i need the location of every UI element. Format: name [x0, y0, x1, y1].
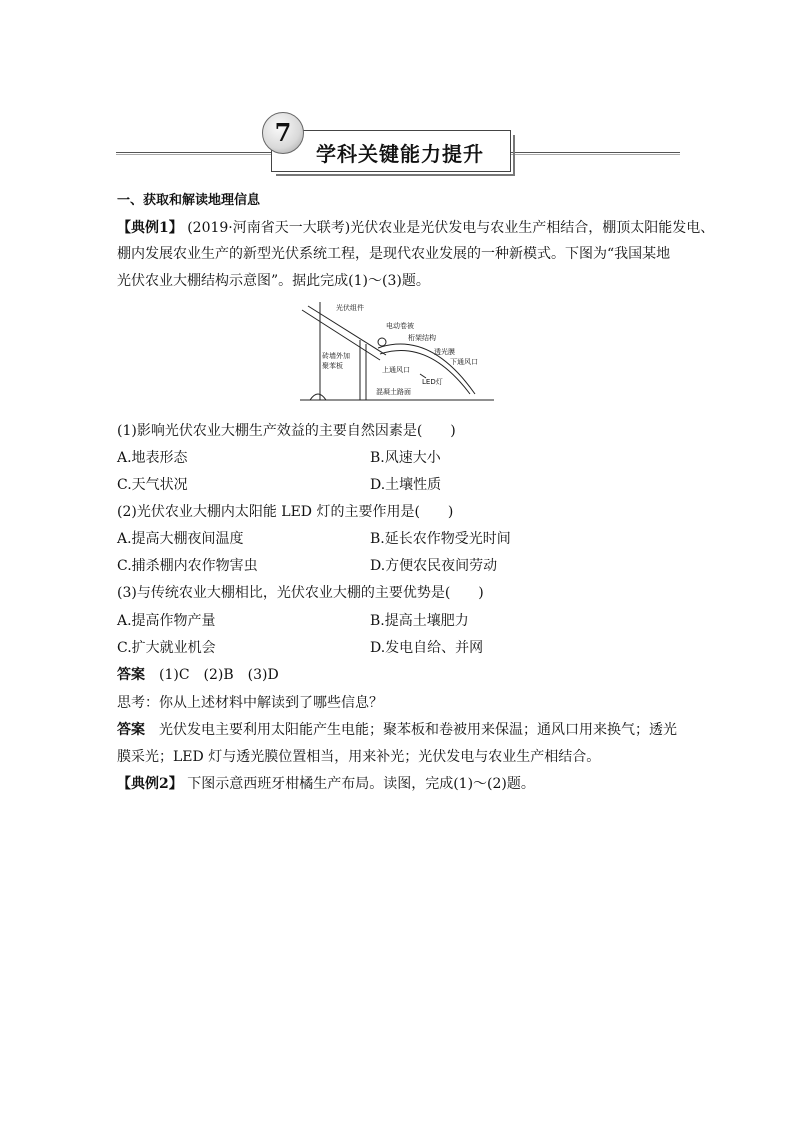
answer1-label: 答案	[117, 667, 145, 683]
q1-row2	[117, 476, 679, 494]
label-upper-vent: 上通风口	[382, 366, 410, 374]
q2-option-a: A.提高大棚夜间温度	[117, 531, 244, 547]
foundation-arc	[310, 394, 326, 400]
q3-row1	[117, 612, 679, 630]
q2-option-b: B.延长农作物受光时间	[370, 531, 511, 547]
q1-row1	[117, 449, 679, 467]
label-truss: 桁架结构	[408, 334, 436, 342]
example2-text: 下图示意西班牙柑橘生产布局。读图，完成(1)～(2)题。	[187, 776, 535, 792]
q1-option-d: D.土壤性质	[370, 477, 442, 493]
header-title-box	[271, 130, 511, 172]
motor-roll	[378, 338, 386, 346]
label-wall: 砖墙外加	[322, 352, 350, 360]
q3-option-b: B.提高土壤肥力	[370, 613, 469, 629]
answer1	[117, 666, 679, 684]
answer2-line2: 膜采光；LED 灯与透光膜位置相当，用来补光；光伏发电与农业生产相结合。	[117, 749, 601, 765]
q2-option-c: C.捕杀棚内农作物害虫	[117, 558, 258, 574]
answer2-line1	[117, 721, 679, 739]
example2-line	[117, 775, 679, 793]
example1-line1	[117, 219, 715, 237]
label-led: LED灯	[422, 378, 443, 386]
q3-stem: (3)与传统农业大棚相比，光伏农业大棚的主要优势是( )	[117, 585, 484, 601]
label-concrete: 混凝土路面	[376, 388, 411, 396]
q2-row2	[117, 557, 679, 575]
q1-option-a: A.地表形态	[117, 450, 188, 466]
answer2-label: 答案	[117, 722, 145, 738]
section-header	[116, 112, 680, 182]
q3-option-a: A.提高作物产量	[117, 613, 216, 629]
q3-option-c: C.扩大就业机会	[117, 640, 216, 656]
q1-stem: (1)影响光伏农业大棚生产效益的主要自然因素是( )	[117, 423, 456, 439]
label-lower-vent: 下通风口	[450, 358, 478, 366]
q1-option-b: B.风速大小	[370, 450, 441, 466]
example1-text1: (2019·河南省天一大联考)光伏农业是光伏发电与农业生产相结合，棚顶太阳能发电、	[187, 220, 715, 236]
q3-option-d: D.发电自给、并网	[370, 640, 484, 656]
q2-stem: (2)光伏农业大棚内太阳能 LED 灯的主要作用是( )	[117, 504, 454, 520]
answer2-text1: 光伏发电主要利用太阳能产生电能；聚苯板和卷被用来保温；通风口用来换气；透光	[159, 722, 677, 738]
example1-line3: 光伏农业大棚结构示意图”。据此完成(1)～(3)题。	[117, 273, 430, 289]
greenhouse-diagram	[300, 300, 494, 412]
header-title: 学科关键能力提升	[316, 142, 484, 166]
example1-line2: 棚内发展农业生产的新型光伏系统工程，是现代农业发展的一种新模式。下图为“我国某地	[117, 246, 671, 262]
label-polystyrene: 聚苯板	[322, 362, 343, 370]
q3-row2	[117, 639, 679, 657]
label-film: 透光膜	[434, 348, 455, 356]
example2-tag: 【典例2】	[117, 776, 183, 792]
think-prompt: 思考：你从上述材料中解读到了哪些信息？	[117, 695, 383, 711]
example1-tag: 【典例1】	[117, 220, 183, 236]
label-roll: 电动卷被	[386, 322, 414, 330]
header-number-badge: 7	[262, 112, 304, 154]
q1-option-c: C.天气状况	[117, 477, 188, 493]
q2-row1	[117, 530, 679, 548]
section-heading: 一、获取和解读地理信息	[117, 193, 261, 208]
answer1-text: (1)C (2)B (3)D	[159, 667, 279, 683]
q2-option-d: D.方便农民夜间劳动	[370, 558, 498, 574]
label-pv: 光伏组件	[336, 304, 364, 312]
